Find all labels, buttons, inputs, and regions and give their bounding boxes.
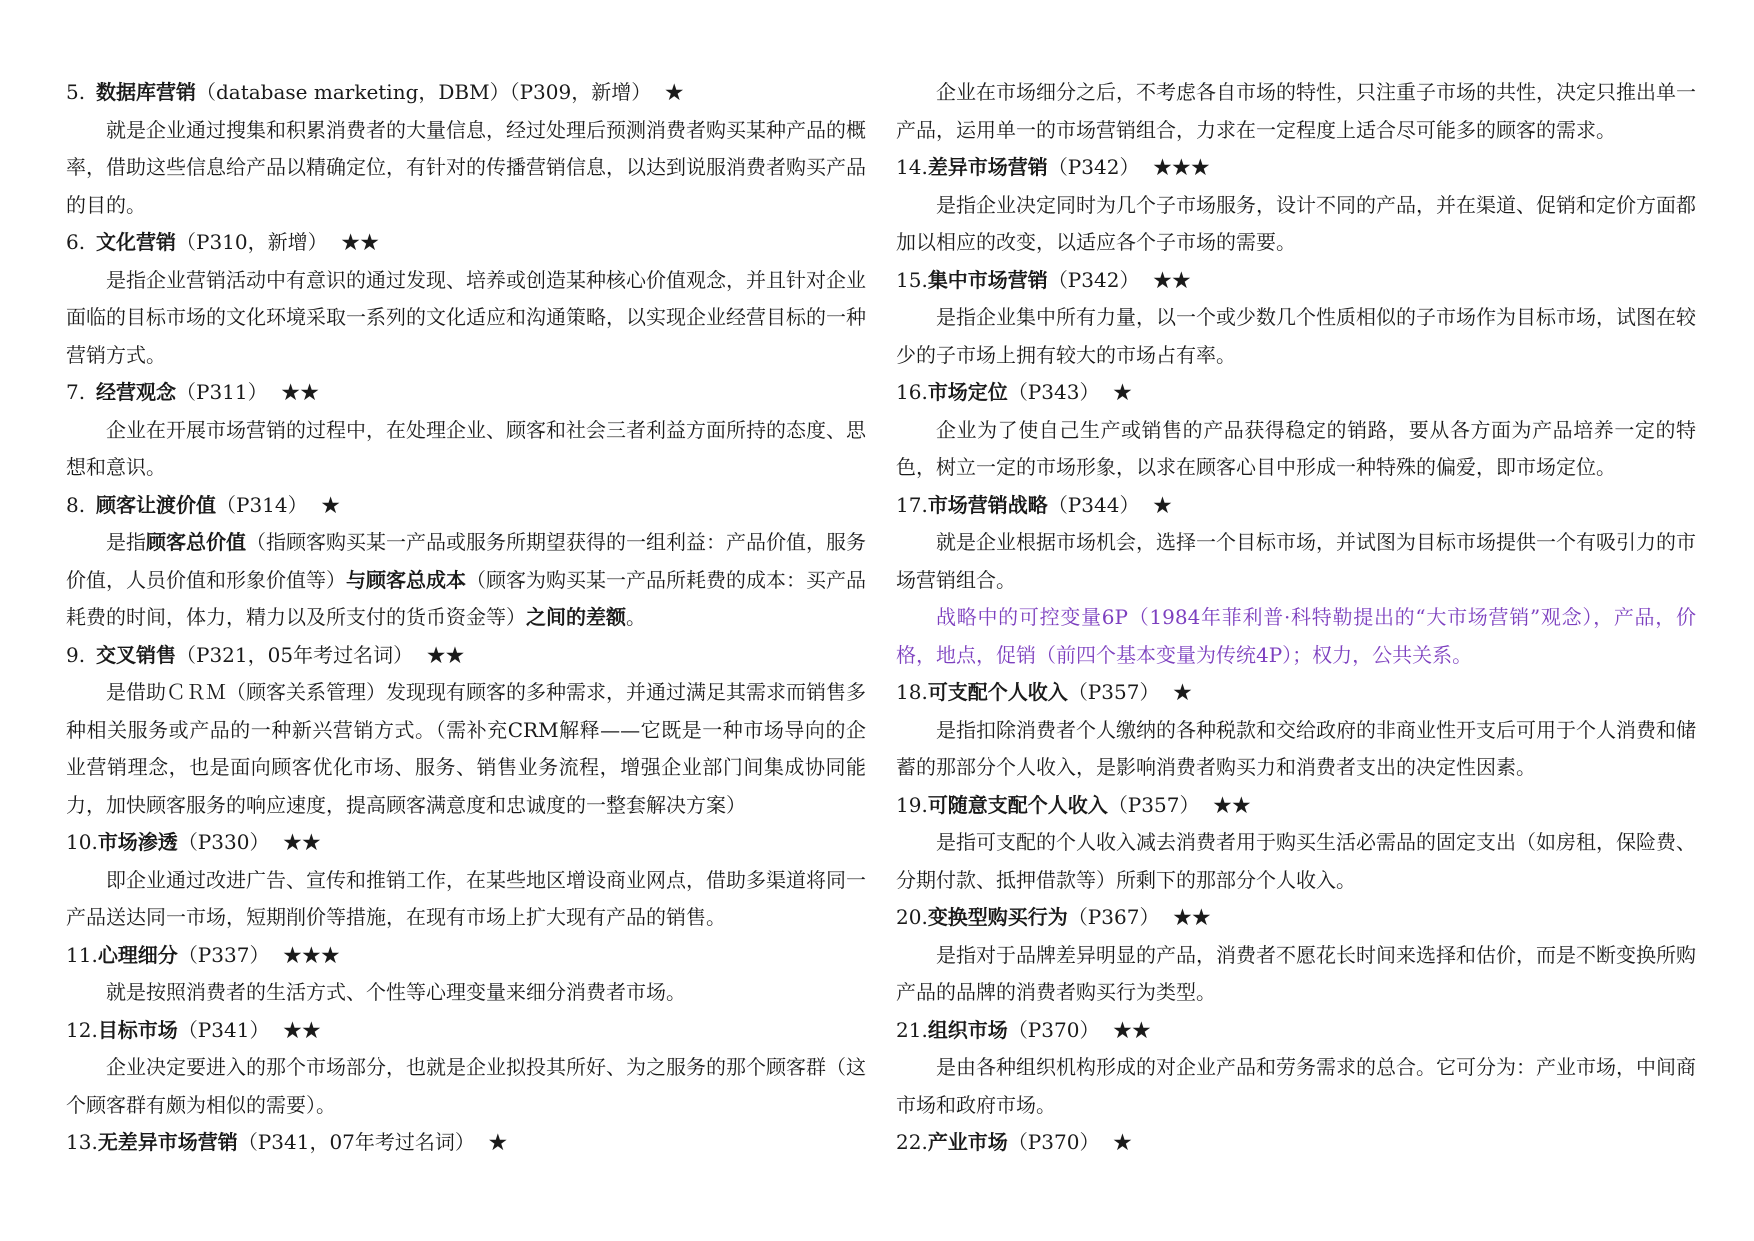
entry-number: 22. xyxy=(896,1130,928,1154)
entry-title: 市场营销战略 xyxy=(927,492,1048,517)
entry-number: 21. xyxy=(896,1017,928,1042)
importance-stars: ★ xyxy=(665,80,685,104)
entry-number: 13. xyxy=(66,1130,98,1154)
importance-stars: ★★ xyxy=(341,230,380,254)
entry-title: 目标市场 xyxy=(97,1017,178,1042)
entry-number: 5. xyxy=(66,80,86,104)
importance-stars: ★★★ xyxy=(283,942,341,967)
entry-definition: 就是企业根据市场机会，选择一个目标市场，并试图为目标市场提供一个有吸引力的市场营销组合。 xyxy=(896,530,1696,592)
definition-text: 。 xyxy=(626,605,646,629)
entry-ref: （P344） xyxy=(1047,492,1140,517)
entry-definition: 企业决定要进入的那个市场部分，也就是企业拟投其所好、为之服务的那个顾客群（这个顾客群有颇为相似的需要）。 xyxy=(66,1055,866,1117)
entry-ref: （P357） xyxy=(1067,680,1160,704)
entry-title: 心理细分 xyxy=(97,942,178,967)
entry-definition: 就是企业通过搜集和积累消费者的大量信息，经过处理后预测消费者购买某种产品的概率，借助这些信息给产品以精确定位，有针对的传播营销信息，以达到说服消费者购买产品的目的。 xyxy=(66,117,866,217)
entry-title: 差异市场营销 xyxy=(927,155,1048,179)
entry-ref: （P321，05年考过名词） xyxy=(176,642,414,667)
entry-definition: 是指企业决定同时为几个子市场服务，设计不同的产品，并在渠道、促销和定价方面都加以相应的改变，以适应各个子市场的需要。 xyxy=(896,192,1696,254)
entry-number: 15. xyxy=(896,267,928,292)
entry-title: 可随意支配个人收入 xyxy=(927,792,1108,817)
importance-stars: ★ xyxy=(488,1130,508,1154)
entry-number: 18. xyxy=(896,680,928,704)
entry-title: 市场定位 xyxy=(927,380,1008,404)
entry-number: 17. xyxy=(896,492,928,517)
entry-number: 14. xyxy=(896,155,928,179)
entry-ref: （P337） xyxy=(177,942,270,967)
entry-heading xyxy=(896,262,1696,300)
entry-ref: （P370） xyxy=(1007,1017,1100,1042)
entry-heading xyxy=(66,224,866,262)
entry-heading xyxy=(896,1124,1696,1162)
definition-text: （顾客为购买某一产品所耗费的成本：买产品耗费的时间，体力，精力以及所支付的货币资金等） xyxy=(66,567,866,629)
entry-definition: 企业在市场细分之后，不考虑各自市场的特性，只注重子市场的共性，决定只推出单一产品，运用单一的市场营销组合，力求在一定程度上适合尽可能多的顾客的需求。 xyxy=(896,80,1696,142)
entry-definition: 是指对于品牌差异明显的产品，消费者不愿花长时间来选择和估价，而是不断变换所购产品的品牌的消费者购买行为类型。 xyxy=(896,942,1696,1004)
entry-number: 16. xyxy=(896,380,928,404)
entry-number: 6. xyxy=(66,230,86,254)
importance-stars: ★★ xyxy=(1173,905,1212,929)
entry-number: 20. xyxy=(896,905,928,929)
definition-text: 是指 xyxy=(106,530,146,554)
entry-definition: 是指可支配的个人收入减去消费者用于购买生活必需品的固定支出（如房租，保险费、分期付款、抵押借款等）所剩下的那部分个人收入。 xyxy=(896,830,1696,892)
entry-note: 战略中的可控变量6P（1984年菲利普·科特勒提出的“大市场营销”观念），产品，价格，地点，促销（前四个基本变量为传统4P）；权力，公共关系。 xyxy=(896,605,1696,667)
entry-ref: （P341） xyxy=(177,1017,270,1042)
entry-title: 文化营销 xyxy=(96,230,176,254)
entry-definition: 企业在开展市场营销的过程中，在处理企业、顾客和社会三者利益方面所持的态度、思想和意识。 xyxy=(66,417,866,479)
entry-title: 组织市场 xyxy=(927,1017,1008,1042)
entry-number: 10. xyxy=(66,830,98,854)
entry-title: 产业市场 xyxy=(927,1130,1008,1154)
entry-definition: 就是按照消费者的生活方式、个性等心理变量来细分消费者市场。 xyxy=(106,980,686,1004)
entry-definition: 是指企业营销活动中有意识的通过发现、培养或创造某种核心价值观念，并且针对企业面临的目标市场的文化环境采取一系列的文化适应和沟通策略，以实现企业经营目标的一种营销方式。 xyxy=(66,267,866,367)
entry-title: 数据库营销 xyxy=(96,80,196,104)
entry-definition: 企业为了使自己生产或销售的产品获得稳定的销路，要从各方面为产品培养一定的特色，树立一定的市场形象，以求在顾客心目中形成一种特殊的偏爱，即市场定位。 xyxy=(896,417,1696,479)
entry-definition xyxy=(66,524,866,637)
entry-title: 交叉销售 xyxy=(96,642,176,667)
right-column xyxy=(896,74,1696,1162)
importance-stars: ★★ xyxy=(427,642,465,667)
entry-heading xyxy=(896,787,1696,825)
importance-stars: ★ xyxy=(1153,492,1173,517)
entry-ref: （P311） xyxy=(176,380,268,404)
entry-heading xyxy=(66,937,866,975)
entry-heading xyxy=(66,374,866,412)
entry-heading xyxy=(66,487,866,525)
importance-stars: ★★ xyxy=(283,830,322,854)
entry-heading xyxy=(66,74,866,112)
entry-heading xyxy=(896,674,1696,712)
entry-title: 无差异市场营销 xyxy=(97,1130,238,1154)
entry-ref: （P342） xyxy=(1047,155,1140,179)
entry-heading xyxy=(896,487,1696,525)
entry-heading xyxy=(896,1012,1696,1050)
entry-definition: 即企业通过改进广告、宣传和推销工作，在某些地区增设商业网点，借助多渠道将同一产品送达同一市场，短期削价等措施，在现有市场上扩大现有产品的销售。 xyxy=(66,867,866,929)
entry-heading xyxy=(66,824,866,862)
entry-number: 9. xyxy=(66,642,86,667)
definition-text: （指顾客购买某一产品或服务所期望获得的一组利益：产品价值，服务价值，人员价值和形象价值等） xyxy=(66,530,866,592)
entry-definition: 是借助ＣＲＭ（顾客关系管理）发现现有顾客的多种需求，并通过满足其需求而销售多种相关服务或产品的一种新兴营销方式。（需补充CRM解释——它既是一种市场导向的企业营销理念，也是面向顾客优化市场、服务、销售业务流程，增强企业部门间集成协同能力，加快顾客服务的响应速度，提高顾客满意度和忠诚度的一整套解决方案） xyxy=(66,680,866,817)
entry-definition: 是指企业集中所有力量，以一个或少数几个性质相似的子市场作为目标市场，试图在较少的子市场上拥有较大的市场占有率。 xyxy=(896,305,1696,367)
entry-title: 顾客让渡价值 xyxy=(96,492,216,517)
entry-heading xyxy=(66,1012,866,1050)
importance-stars: ★★ xyxy=(1153,267,1192,292)
entry-number: 11. xyxy=(66,942,98,967)
entry-ref: （P367） xyxy=(1067,905,1160,929)
entry-ref: （database marketing，DBM）（P309，新增） xyxy=(196,80,652,104)
left-column xyxy=(66,74,866,1162)
key-term: 顾客总价值 xyxy=(146,530,246,554)
entry-ref: （P341，07年考过名词） xyxy=(237,1130,475,1154)
entry-title: 市场渗透 xyxy=(97,830,178,854)
entry-ref: （P342） xyxy=(1047,267,1140,292)
entry-heading xyxy=(896,374,1696,412)
entry-title: 集中市场营销 xyxy=(927,267,1048,292)
entry-definition: 是由各种组织机构形成的对企业产品和劳务需求的总合。它可分为：产业市场，中间商市场和政府市场。 xyxy=(896,1055,1696,1117)
entry-ref: （P343） xyxy=(1007,380,1100,404)
entry-heading xyxy=(66,637,866,675)
entry-ref: （P330） xyxy=(177,830,270,854)
entry-ref: （P310，新增） xyxy=(176,230,328,254)
importance-stars: ★★★ xyxy=(1153,155,1211,179)
importance-stars: ★★ xyxy=(1213,792,1252,817)
entry-ref: （P370） xyxy=(1007,1130,1100,1154)
entry-title: 经营观念 xyxy=(96,380,176,404)
entry-title: 变换型购买行为 xyxy=(927,905,1068,929)
key-term: 与顾客总成本 xyxy=(346,567,466,592)
entry-heading xyxy=(896,899,1696,937)
entry-number: 8. xyxy=(66,492,86,517)
importance-stars: ★★ xyxy=(281,380,320,404)
entry-heading xyxy=(66,1124,866,1162)
importance-stars: ★ xyxy=(1113,1130,1133,1154)
importance-stars: ★★ xyxy=(283,1017,322,1042)
entry-number: 12. xyxy=(66,1017,98,1042)
entry-number: 7. xyxy=(66,380,86,404)
importance-stars: ★ xyxy=(1173,680,1193,704)
importance-stars: ★ xyxy=(1113,380,1133,404)
entry-definition: 是指扣除消费者个人缴纳的各种税款和交给政府的非商业性开支后可用于个人消费和储蓄的那部分个人收入，是影响消费者购买力和消费者支出的决定性因素。 xyxy=(896,717,1696,779)
entry-heading xyxy=(896,149,1696,187)
importance-stars: ★ xyxy=(321,492,341,517)
entry-number: 19. xyxy=(896,792,928,817)
key-term: 之间的差额 xyxy=(526,605,626,629)
entry-ref: （P314） xyxy=(216,492,308,517)
entry-title: 可支配个人收入 xyxy=(927,680,1068,704)
importance-stars: ★★ xyxy=(1113,1017,1152,1042)
entry-ref: （P357） xyxy=(1107,792,1200,817)
